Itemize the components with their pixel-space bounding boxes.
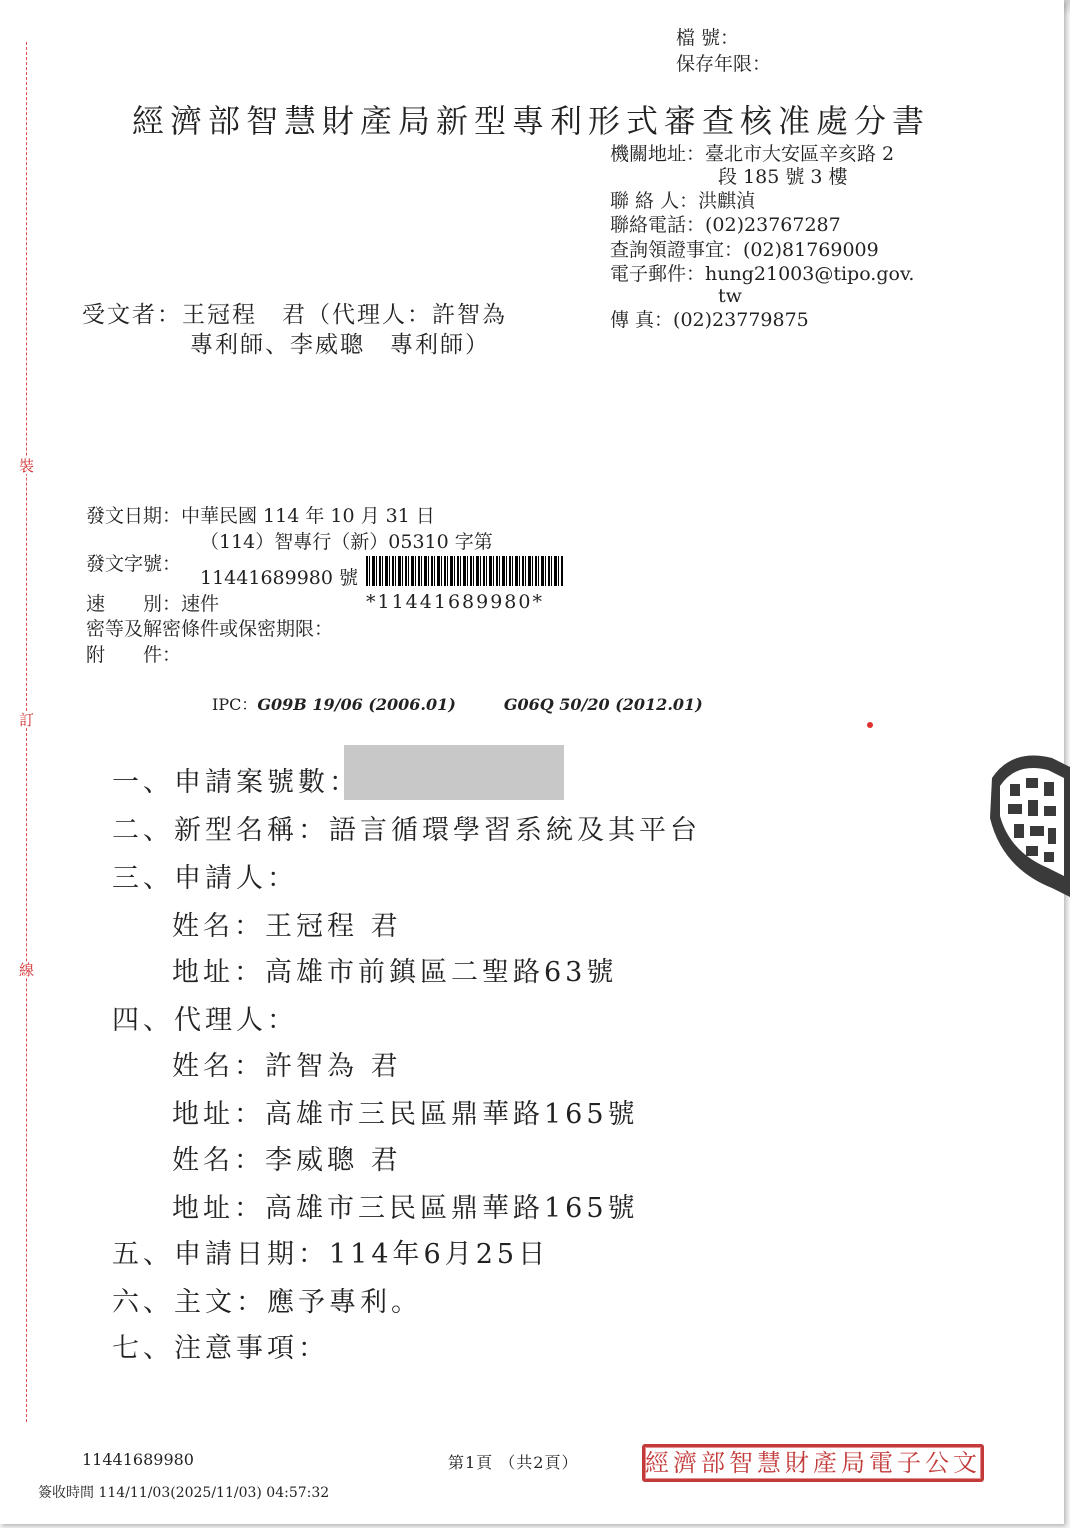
phone-label: 聯絡電話： <box>610 214 706 236</box>
agent1-address: 地址：高雄市三民區鼎華路165號 <box>172 1099 639 1130</box>
applicant-address: 地址：高雄市前鎮區二聖路63號 <box>172 957 618 988</box>
file-number-label: 檔 號： <box>676 27 740 49</box>
dispatch-date <box>86 504 435 528</box>
item-agent: 四、代理人： <box>112 1005 298 1036</box>
dispatch-number-line1: （114）智專行（新）05310 字第 <box>200 531 493 553</box>
cert-label: 查詢領證事宜： <box>610 239 744 261</box>
document-title: 經濟部智慧財產局新型專利形式審查核准處分書 <box>132 102 931 140</box>
margin-mark-zhuang: 裝 <box>19 457 35 475</box>
dispatch-speed <box>86 592 219 616</box>
dispatch-number-label: 發文字號： <box>86 553 182 575</box>
speed-value: 速件 <box>181 593 220 615</box>
dispatch-number-line2: 11441689980 號 <box>200 567 359 589</box>
agency-address <box>610 142 894 166</box>
speed-label: 速 別： <box>86 593 182 615</box>
item-applicant: 三、申請人： <box>112 863 298 894</box>
attachments-label: 附 件： <box>86 644 182 666</box>
ipc-label: IPC： <box>212 695 258 714</box>
margin-mark-xian: 線 <box>19 961 35 979</box>
recipient-line1: 受文者：王冠程 君（代理人：許智為 <box>82 302 507 328</box>
applicant-name: 姓名：王冠程 君 <box>172 911 402 942</box>
official-seal-icon <box>982 748 1070 898</box>
agency-cert-phone <box>610 238 879 262</box>
electronic-document-stamp: 經濟部智慧財產局電子公文 <box>642 1444 984 1482</box>
agency-address-label: 機關地址： <box>610 143 706 165</box>
dispatch-date-value: 中華民國 114 年 10 月 31 日 <box>181 505 435 527</box>
agent2-name: 姓名：李威聰 君 <box>172 1145 402 1176</box>
receipt-time: 簽收時間 114/11/03(2025/11/03) 04:57:32 <box>38 1485 330 1501</box>
footer-page-info: 第1頁 （共2頁） <box>448 1453 579 1472</box>
ipc-code-1: G09B 19/06 (2006.01) <box>257 695 456 714</box>
margin-mark-ding: 訂 <box>19 711 35 729</box>
secrecy-label: 密等及解密條件或保密期限： <box>86 618 334 640</box>
agency-phone <box>610 213 841 237</box>
email-line2: tw <box>718 285 742 307</box>
cert-phone-value: (02)81769009 <box>743 239 879 261</box>
agency-fax <box>610 308 809 332</box>
barcode <box>366 556 564 586</box>
redacted-application-number <box>344 745 564 800</box>
retention-period-label: 保存年限： <box>676 53 772 75</box>
item-main-text: 六、主文：應予專利。 <box>112 1287 422 1318</box>
agency-address-line2: 段 185 號 3 樓 <box>718 166 848 188</box>
recipient-line2: 專利師、李威聰 專利師） <box>190 332 490 358</box>
dispatch-date-label: 發文日期： <box>86 505 182 527</box>
barcode-text: *11441689980* <box>366 591 544 613</box>
agency-contact <box>610 189 755 213</box>
ipc-code-2: G06Q 50/20 (2012.01) <box>503 695 703 714</box>
agency-email <box>610 262 914 286</box>
fax-label: 傳 真： <box>610 309 674 331</box>
ipc-line <box>212 692 703 715</box>
item-utility-model-name: 二、新型名稱：語言循環學習系統及其平台 <box>112 815 701 846</box>
agent1-name: 姓名：許智為 君 <box>172 1051 402 1082</box>
item-application-number: 一、申請案號數： <box>112 767 360 798</box>
binding-margin-line <box>26 42 27 1422</box>
footer-document-number: 11441689980 <box>82 1450 194 1469</box>
agent2-address: 地址：高雄市三民區鼎華路165號 <box>172 1193 639 1224</box>
item-notes: 七、注意事項： <box>112 1333 329 1364</box>
phone-value: (02)23767287 <box>705 214 841 236</box>
email-label: 電子郵件： <box>610 263 706 285</box>
fax-value: (02)23779875 <box>673 309 809 331</box>
email-line1: hung21003@tipo.gov. <box>705 263 915 285</box>
red-dot-mark <box>867 722 873 728</box>
item-application-date: 五、申請日期：114年6月25日 <box>112 1239 550 1270</box>
contact-label: 聯 絡 人： <box>610 190 699 212</box>
contact-name: 洪麒湞 <box>698 190 756 212</box>
agency-address-line1: 臺北市大安區辛亥路 2 <box>705 143 895 165</box>
